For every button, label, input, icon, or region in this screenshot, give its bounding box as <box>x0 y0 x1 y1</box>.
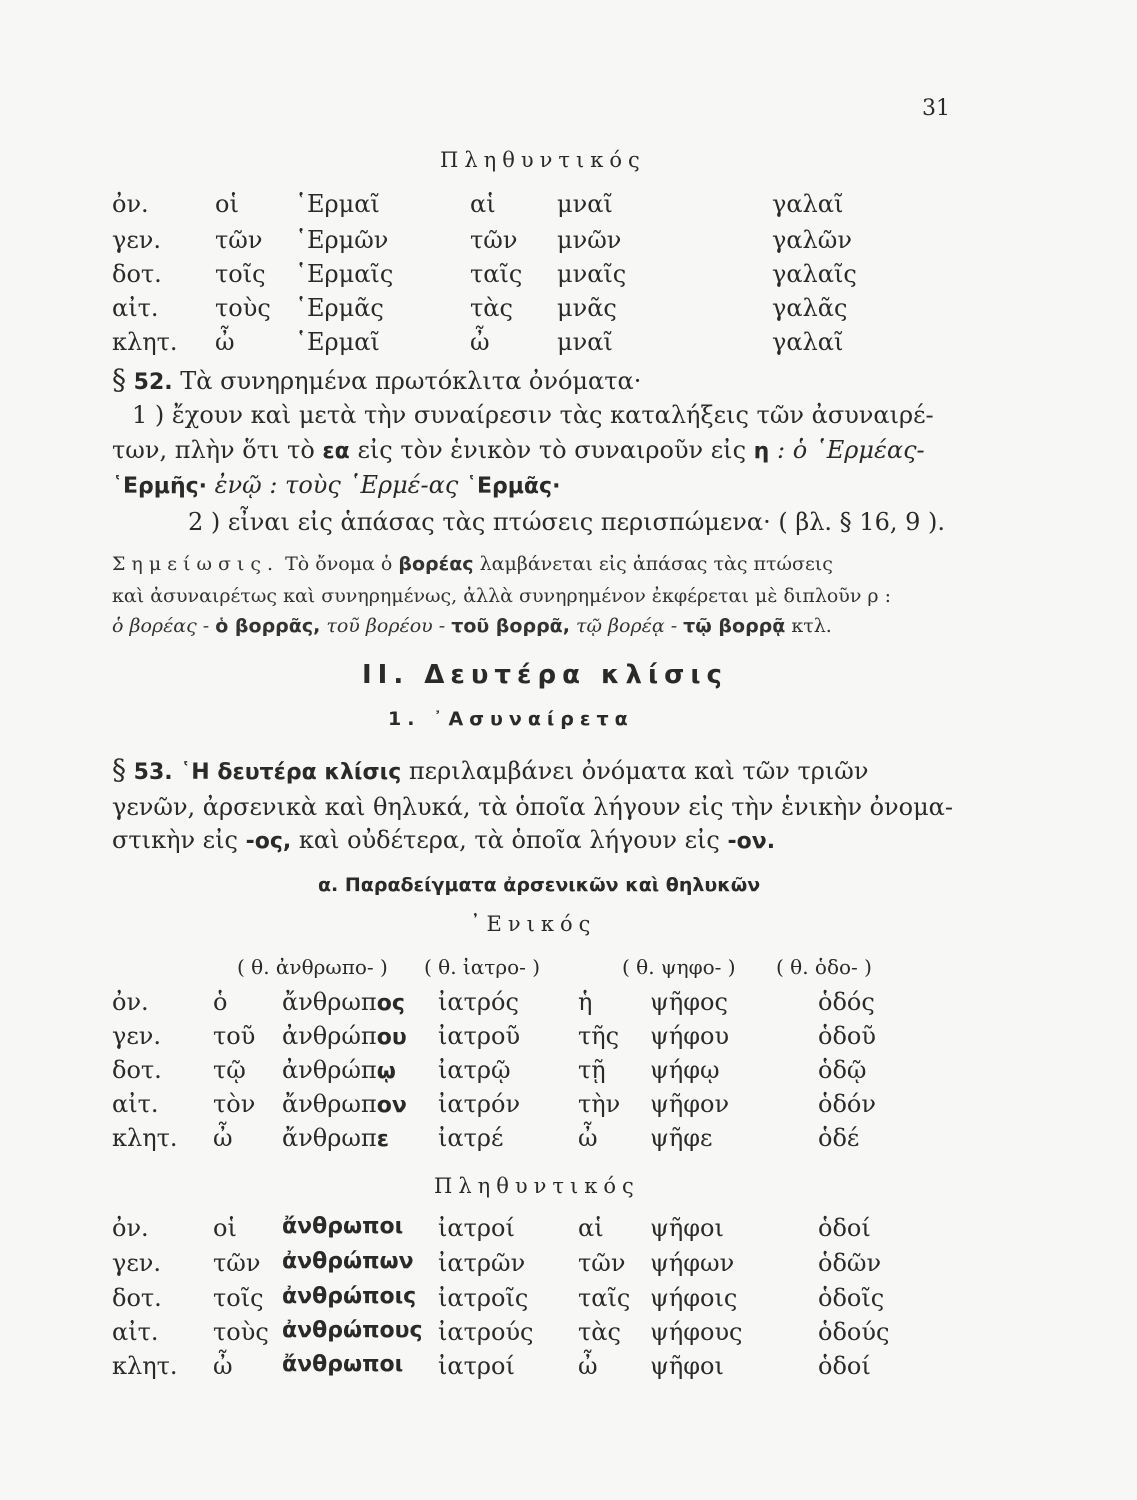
note-label: Σημείωσις. <box>112 553 280 575</box>
article: τοὺς <box>215 294 271 322</box>
section-title: Τὰ συνηρημένα πρωτόκλιτα ὀνόματα· <box>180 367 642 395</box>
text-run: εἰς τὸν ἑνικὸν τὸ συναιροῦν εἰς <box>357 436 747 464</box>
note-line-2: καὶ ἀσυναιρέτως καὶ συνηρημένως, ἀλλὰ συνηρημένον ἐκφέρεται μὲ διπλοῦν ρ : <box>112 585 892 607</box>
word-hodos: ὁδόν <box>818 1090 876 1118</box>
word-hodos: ὁδῷ <box>818 1056 867 1084</box>
case-label: δοτ. <box>112 1056 162 1084</box>
word-mna: μνῶν <box>557 226 622 254</box>
text-run: καὶ οὐδέτερα, τὰ ὁποῖα λήγουν εἰς <box>298 826 720 854</box>
note-line-1 <box>112 550 833 579</box>
article: ὦ <box>578 1124 598 1152</box>
word-hodos: ὁδός <box>818 988 875 1016</box>
case-label: κλητ. <box>112 328 178 356</box>
section-52-line-2 <box>112 433 925 469</box>
case-label: κλητ. <box>112 1352 178 1380</box>
word-anthropos: ἄνθρωποι <box>282 1214 404 1239</box>
word-iatros: ἰατροί <box>438 1352 515 1380</box>
case-label: γεν. <box>112 226 161 254</box>
ending: ος <box>376 991 405 1016</box>
article: οἱ <box>215 190 239 218</box>
article: αἱ <box>578 1214 604 1242</box>
word-hodos: ὁδέ <box>818 1124 860 1152</box>
article: ταῖς <box>470 260 523 288</box>
plural-heading-2: Πληθυντικός <box>434 1174 640 1198</box>
word-hodos: ὁδοῖς <box>818 1284 885 1312</box>
case-label: ὀν. <box>112 1214 149 1242</box>
word-hodos: ὁδούς <box>818 1318 890 1346</box>
word-iatros: ἰατρός <box>438 988 519 1016</box>
second-declension-title: II. Δευτέρα κλίσις <box>362 660 728 690</box>
article: ὦ <box>213 1352 233 1380</box>
word-iatros: ἰατροί <box>438 1214 515 1242</box>
case-label: ὀν. <box>112 988 149 1016</box>
case-label: ὀν. <box>112 190 149 218</box>
section-sign: § <box>112 363 126 396</box>
article: τοὺς <box>213 1318 269 1346</box>
word-gale: γαλαῖ <box>772 328 844 356</box>
section-number: 52. <box>133 370 173 395</box>
italic-run: ὁ βορέας - <box>112 615 210 637</box>
ending: ε <box>376 1127 389 1152</box>
case-label: δοτ. <box>112 1284 162 1312</box>
article: τῇ <box>578 1056 606 1084</box>
section-52-heading <box>112 362 641 400</box>
table-row <box>0 328 1137 362</box>
bold-word: βορέας <box>398 553 474 575</box>
theme-iatros: ( θ. ἰατρο- ) <box>424 955 541 979</box>
section-number: 53. <box>133 760 173 785</box>
bold-word: ὁ βορρᾶς, <box>215 615 321 637</box>
word-psephos: ψήφων <box>650 1249 735 1277</box>
stem: ἀνθρώπ <box>282 1056 377 1084</box>
word-iatros: ἰατρῶν <box>438 1249 526 1277</box>
section-53-line-1 <box>112 752 868 790</box>
word-hermes: ῾Ερμᾶς <box>295 294 384 322</box>
theme-anthropos: ( θ. ἀνθρωπο- ) <box>237 955 388 979</box>
section-53-line-2: γενῶν, ἀρσενικὰ καὶ θηλυκά, τὰ ὁποῖα λήγουν εἰς τὴν ἑνικὴν ὀνομα- <box>112 793 953 821</box>
table-row <box>0 1249 1137 1283</box>
table-row <box>0 190 1137 224</box>
word-hodos: ὁδοί <box>818 1352 871 1380</box>
text-run: λαμβάνεται εἰς ἁπάσας τὰς πτώσεις <box>479 553 833 575</box>
word-hermes: ῾Ερμαῖς <box>295 260 394 288</box>
case-label: δοτ. <box>112 260 162 288</box>
examples-heading: α. Παραδείγματα ἀρσενικῶν καὶ θηλυκῶν <box>318 874 761 896</box>
section-52-line-1: 1 ) ἔχουν καὶ μετὰ τὴν συναίρεσιν τὰς καταλήξεις τῶν ἀσυναιρέ- <box>132 401 934 429</box>
article: αἱ <box>470 190 496 218</box>
italic-run: τοῦ βορέου - <box>326 615 446 637</box>
italic-run: τῷ βορέᾳ - <box>575 615 678 637</box>
table-row <box>0 1022 1137 1056</box>
article: τοῖς <box>215 260 266 288</box>
singular-heading: ᾿Ενικός <box>470 912 597 936</box>
word-hodos: ὁδοί <box>818 1214 871 1242</box>
word-psephos: ψήφους <box>650 1318 743 1346</box>
table-row <box>0 1214 1137 1248</box>
word-iatros: ἰατρόν <box>438 1090 521 1118</box>
article: τὴν <box>578 1090 621 1118</box>
text-run: Τὸ ὄνομα ὁ <box>285 553 393 575</box>
bold-word: ῾Ερμῆς· <box>112 474 208 499</box>
stem: ἄνθρωπ <box>282 1090 377 1118</box>
article: ταῖς <box>578 1284 631 1312</box>
table-row <box>0 988 1137 1022</box>
word-hermes: ῾Ερμαῖ <box>295 328 380 356</box>
word-psephos: ψῆφος <box>650 988 728 1016</box>
word-anthropos: ἀνθρώποις <box>282 1284 417 1309</box>
word-iatros: ἰατροῖς <box>438 1284 529 1312</box>
stem: ἄνθρωπ <box>282 1124 377 1152</box>
article: τὰς <box>470 294 513 322</box>
article: ὦ <box>215 328 235 356</box>
bold-word: τῷ βορρᾷ <box>683 615 786 637</box>
word-iatros: ἰατροῦ <box>438 1022 521 1050</box>
word-psephos: ψῆφοι <box>650 1352 724 1380</box>
note-line-3 <box>112 612 832 641</box>
word-hodos: ὁδοῦ <box>818 1022 876 1050</box>
article: οἱ <box>213 1214 237 1242</box>
article: τὸν <box>213 1090 256 1118</box>
article: τῶν <box>215 226 263 254</box>
ending: ον <box>376 1093 407 1118</box>
stem: ἄνθρωπ <box>282 988 377 1016</box>
second-declension-subtitle: 1. ᾿Ασυναίρετα <box>388 708 634 730</box>
section-52-line-4: 2 ) εἶναι εἰς ἁπάσας τὰς πτώσεις περισπώμενα· ( βλ. § 16, 9 ). <box>188 508 945 536</box>
word-mna: μναῖς <box>557 260 627 288</box>
article: ὦ <box>470 328 490 356</box>
word-hermes: ῾Ερμαῖ <box>295 190 380 218</box>
article: ὦ <box>578 1352 598 1380</box>
section-sign: § <box>112 753 126 786</box>
word-gale: γαλαῖς <box>772 260 857 288</box>
article: ἡ <box>578 988 593 1016</box>
case-label: αἰτ. <box>112 294 159 322</box>
word-psephos: ψῆφοι <box>650 1214 724 1242</box>
word-mna: μνᾶς <box>557 294 617 322</box>
word-hodos: ὁδῶν <box>818 1249 882 1277</box>
article: τὰς <box>578 1318 621 1346</box>
word-anthropos: ἀνθρώπους <box>282 1318 423 1343</box>
word-anthropos: ἀνθρώπων <box>282 1249 414 1274</box>
article: τῷ <box>213 1056 246 1084</box>
case-label: αἰτ. <box>112 1318 159 1346</box>
word-mna: μναῖ <box>557 328 613 356</box>
bold-ending: -ος, <box>245 829 292 854</box>
bold-ending: η <box>753 439 770 464</box>
word-anthropos <box>282 1124 389 1152</box>
table-row <box>0 226 1137 260</box>
word-psephos: ψῆφε <box>650 1124 713 1152</box>
table-row <box>0 1124 1137 1158</box>
article: τοῦ <box>213 1022 256 1050</box>
plural-heading: Πληθυντικός <box>440 148 646 172</box>
text-run: περιλαμβάνει ὀνόματα καὶ τῶν τριῶν <box>408 757 869 785</box>
bold-ending: -ον. <box>727 829 776 854</box>
word-psephos: ψῆφον <box>650 1090 730 1118</box>
word-iatros: ἰατρέ <box>438 1124 504 1152</box>
theme-psephos: ( θ. ψηφο- ) <box>622 955 736 979</box>
word-iatros: ἰατρούς <box>438 1318 534 1346</box>
word-anthropos <box>282 988 405 1016</box>
word-anthropos: ἄνθρωποι <box>282 1352 404 1377</box>
section-52-line-3 <box>112 468 560 504</box>
table-row <box>0 294 1137 328</box>
table-row <box>0 1352 1137 1386</box>
article: τῶν <box>578 1249 626 1277</box>
table-row <box>0 260 1137 294</box>
word-hermes: ῾Ερμῶν <box>295 226 389 254</box>
case-label: αἰτ. <box>112 1090 159 1118</box>
section-lead: ῾Η δευτέρα κλίσις <box>180 760 402 785</box>
case-label: γεν. <box>112 1249 161 1277</box>
article: τῶν <box>213 1249 261 1277</box>
italic-run: : ὁ ῾Ερμέας- <box>776 436 925 464</box>
table-row <box>0 1090 1137 1124</box>
page-number: 31 <box>922 96 950 121</box>
case-label: γεν. <box>112 1022 161 1050</box>
ending: ῳ <box>376 1059 396 1084</box>
word-mna: μναῖ <box>557 190 613 218</box>
stem: ἀνθρώπ <box>282 1022 377 1050</box>
text-run: των, πλὴν ὅτι τὸ <box>112 436 315 464</box>
text-run: κτλ. <box>791 615 832 637</box>
table-row <box>0 1284 1137 1318</box>
article: τῆς <box>578 1022 620 1050</box>
bold-word: ῾Ερμᾶς· <box>465 474 561 499</box>
word-gale: γαλῶν <box>772 226 852 254</box>
bold-word: τοῦ βορρᾶ, <box>451 615 570 637</box>
word-psephos: ψήφοις <box>650 1284 738 1312</box>
article: τῶν <box>470 226 518 254</box>
table-row <box>0 1056 1137 1090</box>
word-anthropos <box>282 1090 407 1118</box>
article: ὁ <box>213 988 228 1016</box>
word-psephos: ψήφῳ <box>650 1056 720 1084</box>
word-anthropos <box>282 1056 396 1084</box>
italic-run: ἐνῷ : τοὺς ῾Ερμέ-ας <box>214 471 459 499</box>
case-label: κλητ. <box>112 1124 178 1152</box>
word-psephos: ψήφου <box>650 1022 730 1050</box>
theme-hodos: ( θ. ὁδο- ) <box>776 955 872 979</box>
word-gale: γαλᾶς <box>772 294 848 322</box>
article: τοῖς <box>213 1284 264 1312</box>
ending: ου <box>376 1025 407 1050</box>
bold-ending: εα <box>322 439 350 464</box>
word-anthropos <box>282 1022 407 1050</box>
article: ὦ <box>213 1124 233 1152</box>
word-gale: γαλαῖ <box>772 190 844 218</box>
word-iatros: ἰατρῷ <box>438 1056 511 1084</box>
table-row <box>0 1318 1137 1352</box>
section-53-line-3 <box>112 823 775 859</box>
text-run: στικὴν εἰς <box>112 826 238 854</box>
